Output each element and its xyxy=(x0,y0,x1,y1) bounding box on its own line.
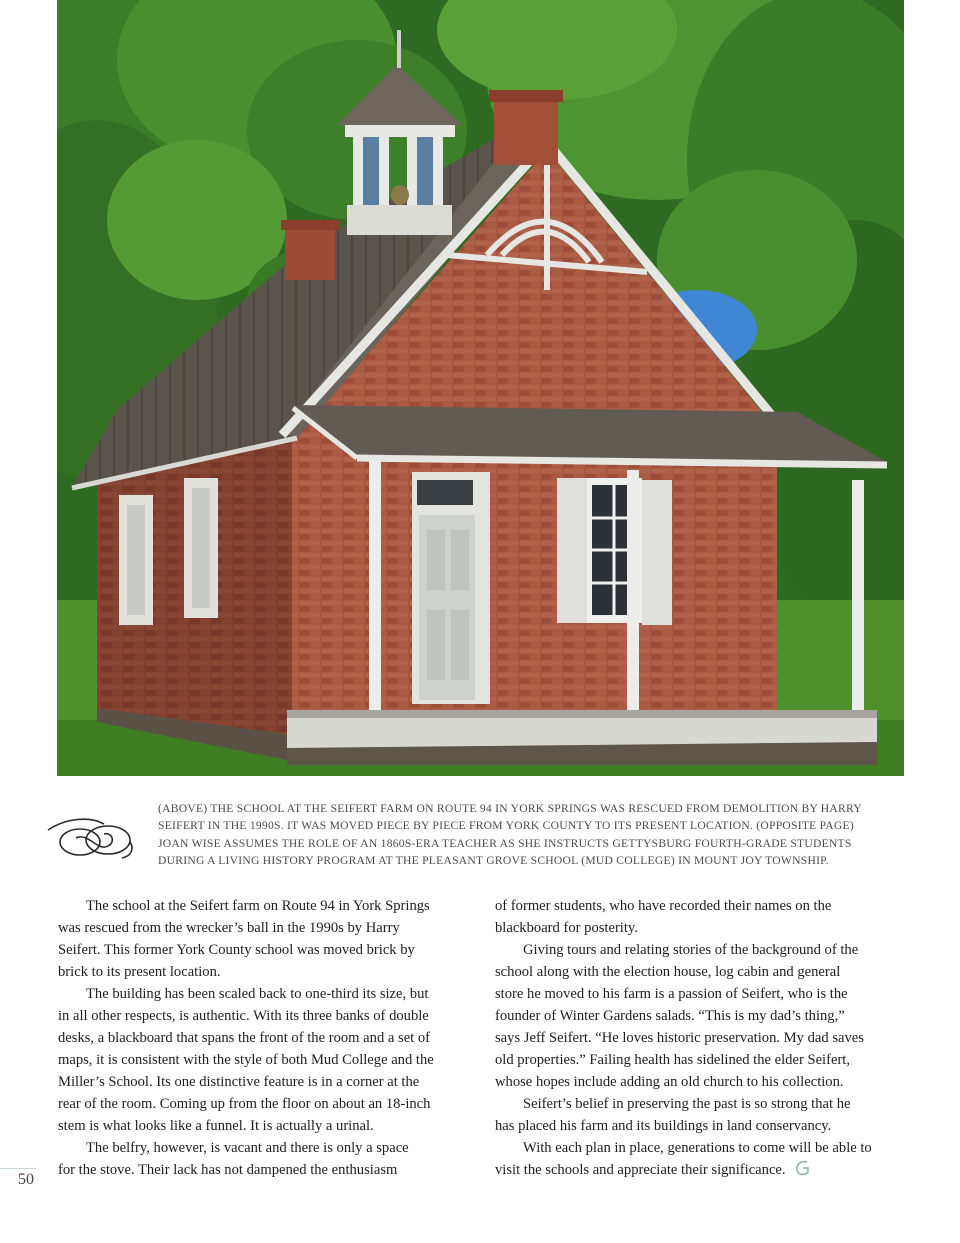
body-line-text: visit the schools and appreciate their significance. xyxy=(495,1162,786,1178)
body-line: whose hopes include adding an old church to his collection. xyxy=(495,1074,844,1090)
body-line-last xyxy=(495,1159,907,1181)
schoolhouse-photo xyxy=(57,0,904,776)
page-number: 50 xyxy=(18,1171,34,1188)
caption-line: DURING A LIVING HISTORY PROGRAM AT THE PLEASANT GROVE SCHOOL (MUD COLLEGE) IN MOUNT JOY TOWNSHIP. xyxy=(158,854,829,868)
body-line: Seifert. This former York County school was moved brick by xyxy=(58,942,415,958)
body-line: desks, a blackboard that spans the front of the room and a set of xyxy=(58,1030,431,1046)
body-line: Giving tours and relating stories of the background of the xyxy=(523,942,859,958)
body-line: The building has been scaled back to one-third its size, but xyxy=(86,986,429,1002)
body-line: was rescued from the wrecker’s ball in the 1990s by Harry xyxy=(58,920,400,936)
body-text-left-column xyxy=(58,895,470,1181)
body-line: With each plan in place, generations to come will be able to xyxy=(523,1140,872,1156)
body-line: stem is what looks like a funnel. It is actually a urinal. xyxy=(58,1118,374,1134)
body-line: school along with the election house, log cabin and general xyxy=(495,964,841,980)
ornament-flourish-icon xyxy=(46,812,138,862)
body-line: brick to its present location. xyxy=(58,964,221,980)
end-mark-icon xyxy=(794,1159,812,1177)
body-line: Miller’s School. Its one distinctive feature is in a corner at the xyxy=(58,1074,420,1090)
body-line: has placed his farm and its buildings in land conservancy. xyxy=(495,1118,832,1134)
body-line: in all other respects, is authentic. With its three banks of double xyxy=(58,1008,429,1024)
photo-caption xyxy=(158,800,888,870)
body-line: founder of Winter Gardens salads. “This is my dad’s thing,” xyxy=(495,1008,845,1024)
body-line: rear of the room. Coming up from the floor on about an 18-inch xyxy=(58,1096,431,1112)
body-line: blackboard for posterity. xyxy=(495,920,638,936)
body-line: Seifert’s belief in preserving the past is so strong that he xyxy=(523,1096,851,1112)
caption-line: SEIFERT IN THE 1990S. IT WAS MOVED PIECE BY PIECE FROM YORK COUNTY TO ITS PRESENT LOCATION. (OPPOSITE PAGE) xyxy=(158,819,854,833)
body-text-right-column xyxy=(495,895,907,1181)
body-line: maps, it is consistent with the style of both Mud College and the xyxy=(58,1052,434,1068)
caption-line: (ABOVE) THE SCHOOL AT THE SEIFERT FARM ON ROUTE 94 IN YORK SPRINGS WAS RESCUED FROM DEMOLITION BY HARRY xyxy=(158,802,862,815)
body-line: old properties.” Failing health has sidelined the elder Seifert, xyxy=(495,1052,851,1068)
body-line: says Jeff Seifert. “He loves historic preservation. My dad saves xyxy=(495,1030,864,1046)
caption-line: JOAN WISE ASSUMES THE ROLE OF AN 1860S-ERA TEACHER AS SHE INSTRUCTS GETTYSBURG FOURTH-GRADE STUDENTS xyxy=(158,836,852,850)
body-line: The belfry, however, is vacant and there is only a space xyxy=(86,1140,409,1156)
body-line: of former students, who have recorded their names on the xyxy=(495,898,832,914)
body-line: store he moved to his farm is a passion of Seifert, who is the xyxy=(495,986,848,1002)
body-line: for the stove. Their lack has not dampened the enthusiasm xyxy=(58,1162,398,1178)
body-line: The school at the Seifert farm on Route 94 in York Springs xyxy=(86,898,430,914)
page-number-rule xyxy=(0,1168,36,1169)
